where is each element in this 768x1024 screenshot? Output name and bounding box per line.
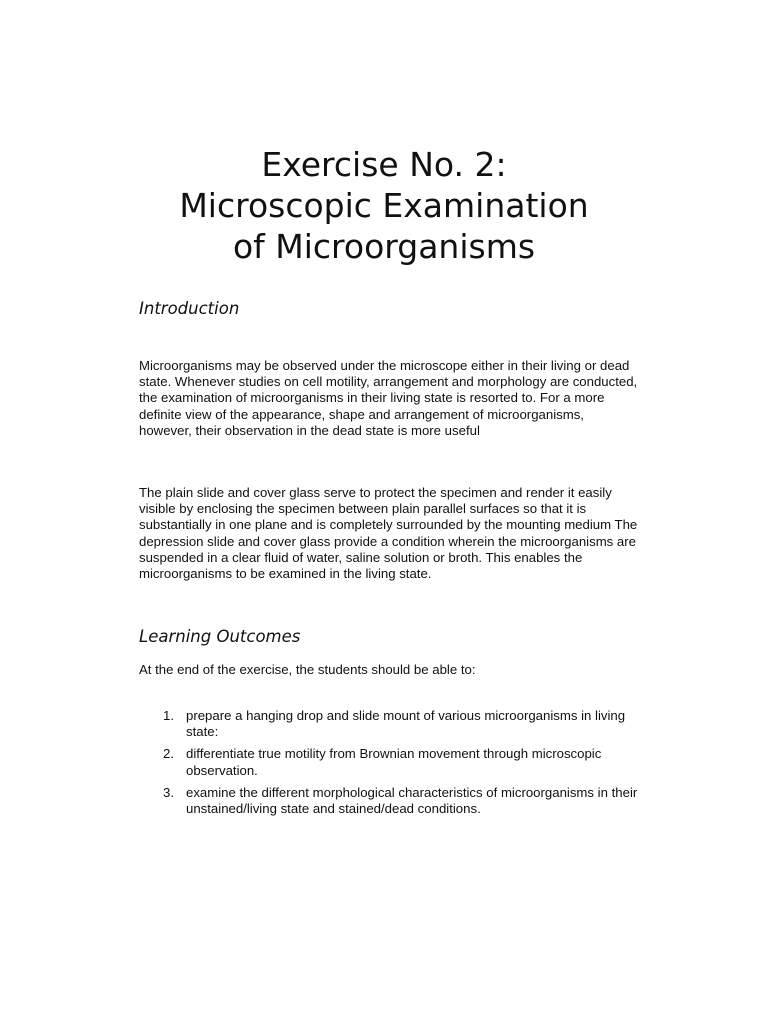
- list-item-text: prepare a hanging drop and slide mount of various microorganisms in living state:: [186, 708, 626, 740]
- learning-outcomes-intro: At the end of the exercise, the students should be able to:: [139, 662, 476, 677]
- list-item: [139, 746, 639, 778]
- title-line-2: Microscopic Examination: [179, 186, 589, 225]
- learning-outcomes-heading: Learning Outcomes: [139, 627, 301, 646]
- list-item-number: 1.: [163, 708, 174, 723]
- introduction-heading: Introduction: [139, 299, 240, 318]
- list-item-number: 2.: [163, 746, 174, 762]
- title-line-1: Exercise No. 2:: [261, 145, 507, 184]
- title-line-3: of Microorganisms: [232, 227, 536, 266]
- introduction-paragraph-1: Microorganisms may be observed under the microscope either in their living or dead state. Whenever studies on cell motility, arrangement and morphology are conducted, the examination of microorganisms in their living state is resorted to. For a more definite view of the appearance, shape and arrangement of microorganisms, however, their observation in the dead state is more useful: [139, 358, 638, 438]
- list-item-number: 3.: [163, 784, 174, 800]
- list-item-text: examine the different morphological characteristics of microorganisms in their unstained/living state and stained/dead conditions.: [186, 784, 638, 817]
- list-item: [139, 708, 639, 740]
- introduction-paragraph-2: The plain slide and cover glass serve to protect the specimen and render it easily visible by enclosing the specimen between plain parallel surfaces so that it is substantially in one plane and is completely surrounded by the mounting medium The depression slide and cover glass provide a condition wherein the microorganisms are suspended in a clear fluid of water, saline solution or broth. This enables the microorganisms to be examined in the living state.: [139, 485, 638, 582]
- learning-outcomes-list: [139, 708, 639, 823]
- list-item: [139, 785, 639, 817]
- page-title: [0, 144, 768, 267]
- list-item-text: differentiate true motility from Brownian movement through microscopic observation.: [186, 746, 602, 778]
